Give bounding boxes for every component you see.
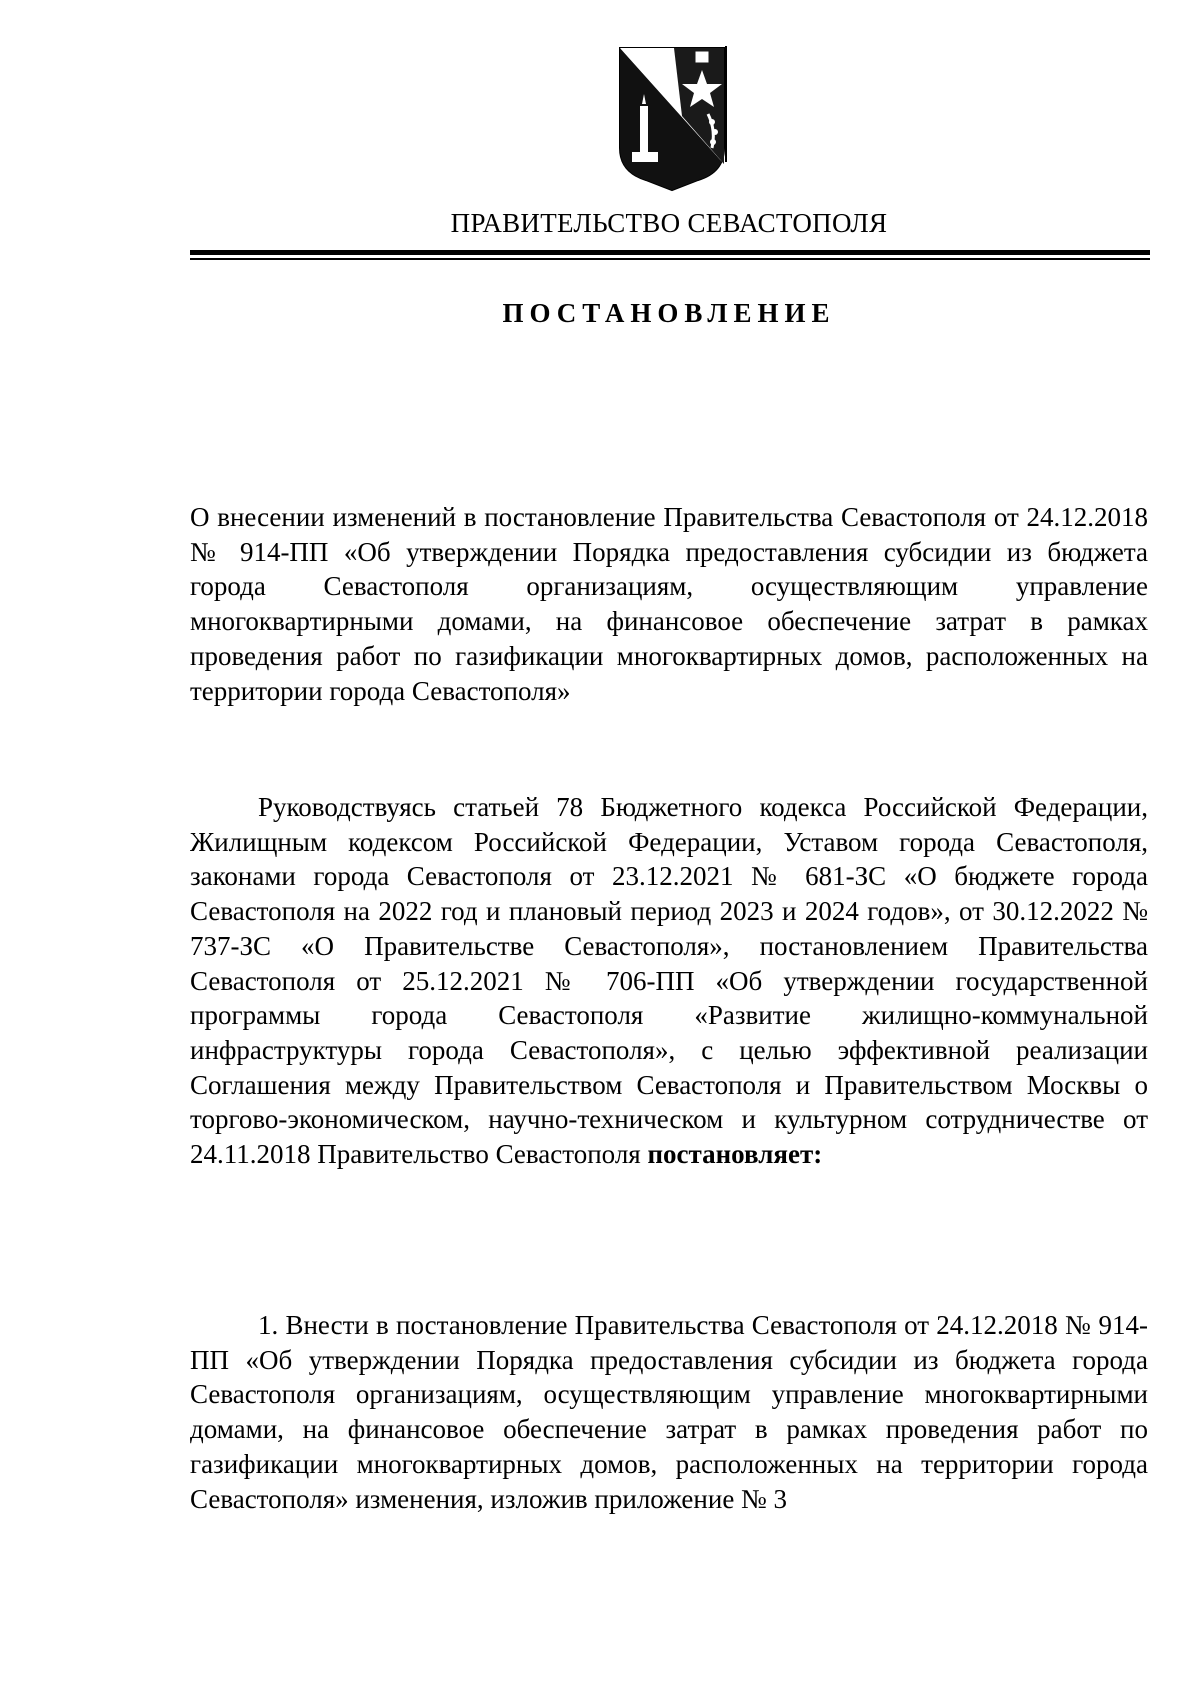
header-rule-thick (190, 250, 1150, 255)
preamble-paragraph (190, 790, 1148, 1172)
organization-name: ПРАВИТЕЛЬСТВО СЕВАСТОПОЛЯ (450, 208, 888, 238)
header-rule-thin (190, 258, 1150, 260)
resolves-word: постановляет: (647, 1139, 823, 1170)
sevastopol-coat-of-arms-icon (612, 44, 732, 194)
document-type-title: ПОСТАНОВЛЕНИЕ (502, 298, 836, 328)
document-subject: О внесении изменений в постановление Правительства Севастополя от 24.12.2018 № 914-ПП «Об утверждении Порядка предоставления субсидии из бюджета города Севастополя организациям, осуществляющим управление многоквартирными домами, на финансовое обеспечение затрат в рамках проведения работ по газификации многоквартирных домов, расположенных на территории города Севастополя» (190, 502, 1148, 706)
preamble-text: Руководствуясь статьей 78 Бюджетного кодекса Российской Федерации, Жилищным кодексом Российской Федерации, Уставом города Севастополя, законами города Севастополя от 23.12.2021 № 681-ЗС «О бюджете города Севастополя на 2022 год и плановый период 2023 и 2024 годов», от 30.12.2022 № 737-ЗС «О Правительстве Севастополя», постановлением Правительства Севастополя от 25.12.2021 № 706-ПП «Об утверждении государственной программы города Севастополя «Развитие жилищно-коммунальной инфраструктуры города Севастополя», с целью эффективной реализации Соглашения между Правительством Севастополя и Правительством Москвы о торгово-экономическом, научно-техническом и культурном сотрудничестве от 24.11.2018 Правительство Севастополя (190, 792, 1148, 1170)
item-1-paragraph (190, 1308, 1148, 1516)
item-1-text: 1. Внести в постановление Правительства Севастополя от 24.12.2018 № 914-ПП «Об утверждении Порядка предоставления субсидии из бюджета города Севастополя организациям, осуществляющим управление многоквартирными домами, на финансовое обеспечение затрат в рамках проведения работ по газификации многоквартирных домов, расположенных на территории города Севастополя» изменения, изложив приложение № 3 (190, 1310, 1148, 1514)
